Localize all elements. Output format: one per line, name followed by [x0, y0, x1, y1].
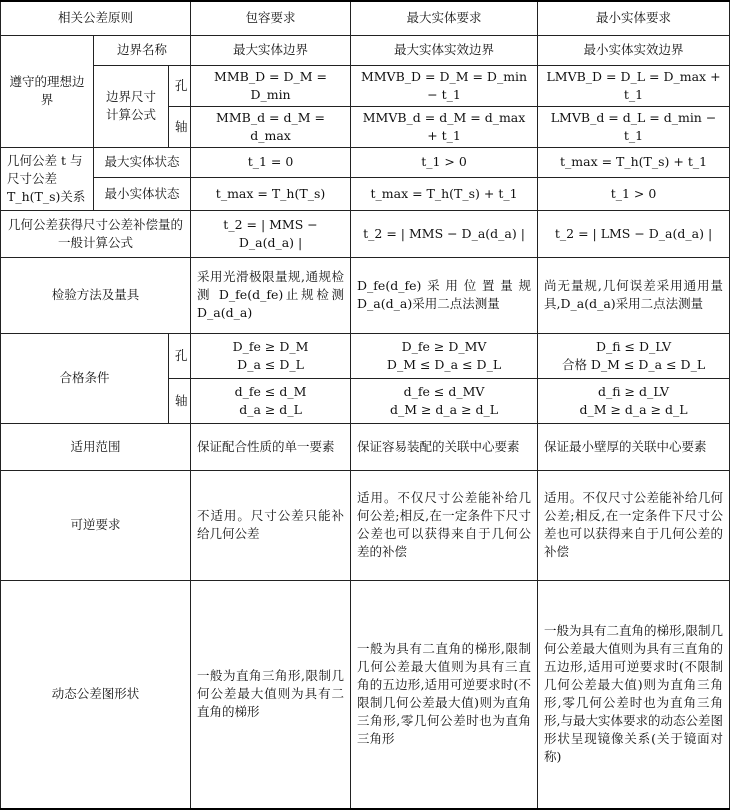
ideal-boundary-label: 遵守的理想边界 — [1, 35, 94, 147]
boundary-name-mmr: 最大实体实效边界 — [351, 35, 538, 65]
mmc-label: 最大实体状态 — [94, 147, 191, 177]
inspection-label: 检验方法及量具 — [1, 257, 191, 333]
compensation-mmr: t_2 = | MMS − D_a(d_a) | — [351, 210, 538, 257]
acceptance-label: 合格条件 — [1, 333, 169, 423]
compensation-envelope: t_2 = | MMS − D_a(d_a) | — [191, 210, 351, 257]
scope-envelope: 保证配合性质的单一要素 — [191, 423, 351, 470]
reversible-mmr: 适用。不仅尺寸公差能补给几何公差;相反,在一定条件下尺寸公差也可以获得来自于几何公差的补偿 — [351, 470, 538, 580]
lmc-mmr: t_max = T_h(T_s) + t_1 — [351, 177, 538, 210]
boundary-shaft-lmr: LMVB_d = d_L = d_min − t_1 — [538, 106, 730, 147]
reversible-lmr: 适用。不仅尺寸公差能补给几何公差;相反,在一定条件下尺寸公差也可以获得来自于几何公差的补偿 — [538, 470, 730, 580]
inspection-mmr: D_fe(d_fe)采用位置量规 D_a(d_a)采用二点法测量 — [351, 257, 538, 333]
boundary-hole-lmr: LMVB_D = D_L = D_max + t_1 — [538, 65, 730, 106]
header-envelope: 包容要求 — [191, 1, 351, 35]
acceptance-hole-row — [1, 333, 730, 378]
boundary-name-row — [1, 35, 730, 65]
mmc-lmr: t_max = T_h(T_s) + t_1 — [538, 147, 730, 177]
acceptance-shaft-envelope-line-1: d_fe ≤ d_M — [234, 383, 307, 399]
boundary-hole-envelope: MMB_D = D_M = D_min — [191, 65, 351, 106]
compensation-label: 几何公差获得尺寸公差补偿量的一般计算公式 — [1, 210, 191, 257]
mmc-row — [1, 147, 730, 177]
reversible-label: 可逆要求 — [1, 470, 191, 580]
inspection-lmr: 尚无量规,几何误差采用通用量具,D_a(d_a)采用二点法测量 — [538, 257, 730, 333]
scope-lmr: 保证最小壁厚的关联中心要素 — [538, 423, 730, 470]
scope-row — [1, 423, 730, 470]
dynamic-shape-mmr: 一般为具有二直角的梯形,限制几何公差最大值则为具有三直角的五边形,适用可逆要求时(不限制几何公差最大值)则为直角三角形,零几何公差时也为直角三角形 — [351, 580, 538, 809]
boundary-hole-label: 孔 — [169, 65, 191, 106]
header-row — [1, 1, 730, 35]
acceptance-hole-envelope — [191, 333, 351, 378]
acceptance-hole-envelope-line-2: D_a ≤ D_L — [237, 356, 304, 372]
boundary-shaft-envelope: MMB_d = d_M = d_max — [191, 106, 351, 147]
acceptance-hole-envelope-line-1: D_fe ≥ D_M — [232, 338, 309, 354]
boundary-name-lmr: 最小实体实效边界 — [538, 35, 730, 65]
lmc-envelope: t_max = T_h(T_s) — [191, 177, 351, 210]
scope-mmr: 保证容易装配的关联中心要素 — [351, 423, 538, 470]
acceptance-shaft-mmr — [351, 378, 538, 423]
lmc-label: 最小实体状态 — [94, 177, 191, 210]
acceptance-shaft-mmr-line-1: d_fe ≤ d_MV — [403, 383, 485, 399]
inspection-row — [1, 257, 730, 333]
boundary-shaft-mmr: MMVB_d = d_M = d_max + t_1 — [351, 106, 538, 147]
acceptance-shaft-lmr-line-1: d_fi ≥ d_LV — [597, 383, 670, 399]
acceptance-hole-mmr-line-1: D_fe ≥ D_MV — [401, 338, 487, 354]
lmc-row — [1, 177, 730, 210]
dynamic-shape-envelope: 一般为直角三角形,限制几何公差最大值则为具有二直角的梯形 — [191, 580, 351, 809]
compensation-row — [1, 210, 730, 257]
dynamic-shape-row — [1, 580, 730, 809]
acceptance-shaft-label: 轴 — [169, 378, 191, 423]
header-lmr: 最小实体要求 — [538, 1, 730, 35]
acceptance-hole-lmr — [538, 333, 730, 378]
dynamic-shape-label: 动态公差图形状 — [1, 580, 191, 809]
boundary-calc-label: 边界尺寸计算公式 — [94, 65, 169, 147]
acceptance-shaft-envelope-line-2: d_a ≥ d_L — [239, 401, 302, 417]
lmc-lmr: t_1 > 0 — [538, 177, 730, 210]
acceptance-hole-label: 孔 — [169, 333, 191, 378]
compensation-lmr: t_2 = | LMS − D_a(d_a) | — [538, 210, 730, 257]
acceptance-hole-mmr — [351, 333, 538, 378]
boundary-shaft-label: 轴 — [169, 106, 191, 147]
dynamic-shape-lmr: 一般为具有二直角的梯形,限制几何公差最大值则为具有三直角的五边形,适用可逆要求时(不限制几何公差最大值)则为直角三角形,零几何公差时也为直角三角形,与最大实体要求的动态公差图形状呈现镜像关系(关于镜面对称) — [538, 580, 730, 809]
acceptance-shaft-envelope — [191, 378, 351, 423]
inspection-envelope: 采用光滑极限量规,通规检测 D_fe(d_fe)止规检测 D_a(d_a) — [191, 257, 351, 333]
header-mmr: 最大实体要求 — [351, 1, 538, 35]
boundary-name-envelope: 最大实体边界 — [191, 35, 351, 65]
header-principle: 相关公差原则 — [1, 1, 191, 35]
reversible-envelope: 不适用。尺寸公差只能补给几何公差 — [191, 470, 351, 580]
reversible-row — [1, 470, 730, 580]
tolerance-relation-label: 几何公差 t 与尺寸公差 T_h(T_s)关系 — [1, 147, 94, 210]
acceptance-hole-lmr-line-1: D_fi ≤ D_LV — [595, 338, 672, 354]
acceptance-shaft-mmr-line-2: d_M ≥ d_a ≥ d_L — [389, 401, 499, 417]
acceptance-hole-mmr-line-2: D_M ≤ D_a ≤ D_L — [386, 356, 502, 372]
scope-label: 适用范围 — [1, 423, 191, 470]
acceptance-hole-lmr-line-2: 合格 D_M ≤ D_a ≤ D_L — [561, 356, 706, 372]
boundary-hole-mmr: MMVB_D = D_M = D_min − t_1 — [351, 65, 538, 106]
acceptance-shaft-lmr-line-2: d_M ≥ d_a ≥ d_L — [579, 401, 688, 417]
acceptance-shaft-lmr — [538, 378, 730, 423]
mmc-envelope: t_1 = 0 — [191, 147, 351, 177]
boundary-hole-row — [1, 65, 730, 106]
mmc-mmr: t_1 > 0 — [351, 147, 538, 177]
boundary-name-label: 边界名称 — [94, 35, 191, 65]
